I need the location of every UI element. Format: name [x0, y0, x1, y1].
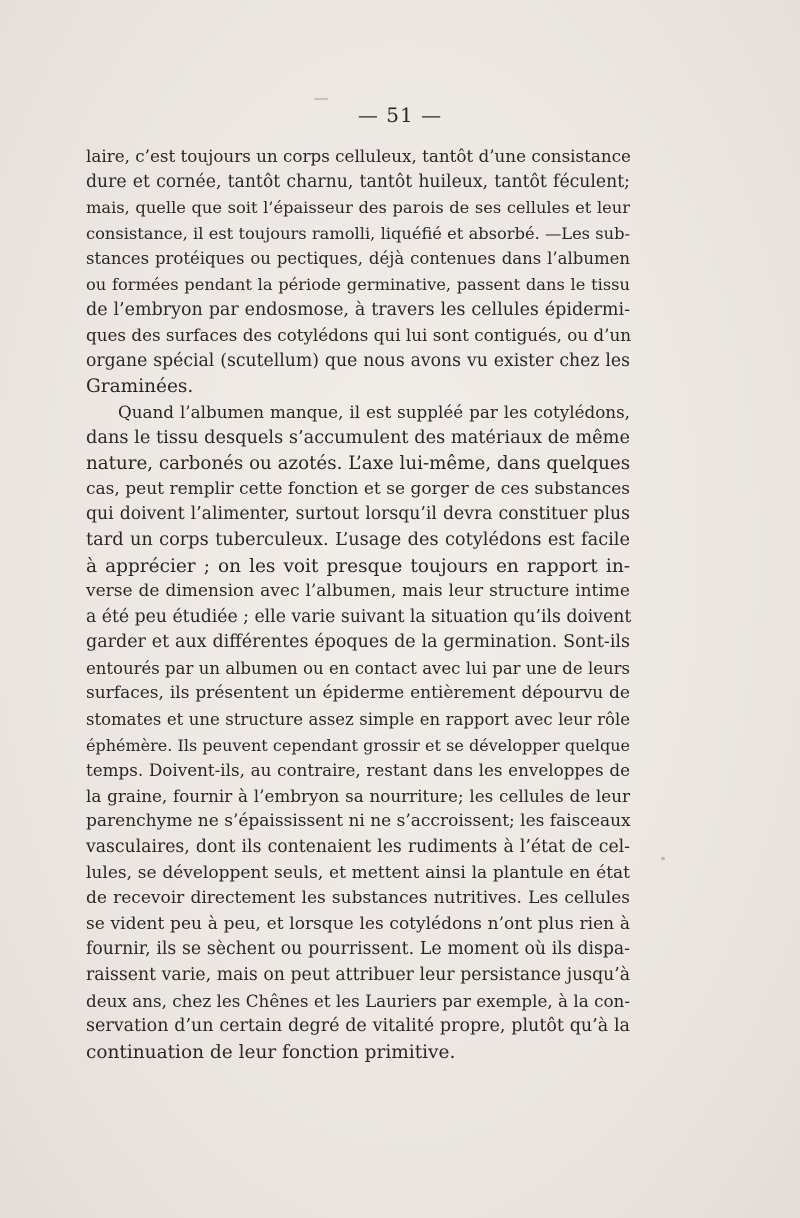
text-line: la graine, fournir à l’embryon sa nourriture; les cellules de leur [86, 785, 630, 806]
text-line: ques des surfaces des cotylédons qui lui sont contigués, ou d’un [86, 325, 632, 346]
text-line: vasculaires, dont ils contenaient les rudiments à l’état de cel- [86, 837, 630, 858]
text-line: se vident peu à peu, et lorsque les cotylédons n’ont plus rien à [86, 913, 630, 934]
text-line: stances protéiques ou pectiques, déjà contenues dans l’albumen [86, 249, 630, 269]
text-line: deux ans, chez les Chênes et les Lauriers par exemple, à la con- [86, 990, 630, 1011]
text-line: garder et aux différentes époques de la germination. Sont-ils [86, 632, 630, 653]
text-line: consistance, il est toujours ramolli, liquéfié et absorbé. —Les sub- [86, 223, 630, 243]
text-line: temps. Doivent-ils, au contraire, restant dans les enveloppes de [86, 760, 630, 781]
text-line: dure et cornée, tantôt charnu, tantôt huileux, tantôt féculent; [86, 171, 630, 192]
text-line: verse de dimension avec l’albumen, mais leur structure intime [86, 581, 630, 602]
text-line: tard un corps tuberculeux. L’usage des cotylédons est facile [86, 529, 630, 550]
paper-speck [314, 98, 328, 100]
text-line: organe spécial (scutellum) que nous avons vu exister chez les [86, 350, 630, 371]
text-line: ou formées pendant la période germinative, passent dans le tissu [86, 274, 630, 294]
text-line: cas, peut remplir cette fonction et se gorger de ces substances [86, 478, 630, 499]
text-line: fournir, ils se sèchent ou pourrissent. Le moment où ils dispa- [86, 939, 630, 960]
text-line: qui doivent l’alimenter, surtout lorsqu’il devra constituer plus [86, 504, 630, 525]
text-line: mais, quelle que soit l’épaisseur des parois de ses cellules et leur [86, 198, 630, 218]
paper-speck [661, 857, 665, 860]
body-text [86, 144, 630, 1065]
text-line: servation d’un certain degré de vitalité propre, plutôt qu’à la [86, 1016, 630, 1037]
page-number: — 51 — [357, 103, 443, 127]
text-line: parenchyme ne s’épaississent ni ne s’accroissent; les faisceaux [86, 811, 631, 832]
text-line: à apprécier ; on les voit presque toujours en rapport in- [86, 555, 630, 577]
text-line: de l’embryon par endosmose, à travers les cellules épidermi- [86, 299, 630, 320]
text-line: surfaces, ils présentent un épiderme entièrement dépourvu de [86, 683, 630, 704]
text-line: continuation de leur fonction primitive. [86, 1041, 456, 1063]
text-line: lules, se développent seuls, et mettent ainsi la plantule en état [86, 862, 630, 883]
text-line: entourés par un albumen ou en contact avec lui par une de leurs [86, 658, 630, 678]
text-line: dans le tissu desquels s’accumulent des matériaux de même [86, 427, 630, 448]
text-line: éphémère. Ils peuvent cependant grossir et se développer quelque [86, 735, 630, 755]
text-line: raissent varie, mais on peut attribuer leur persistance jusqu’à [86, 965, 630, 985]
text-line: stomates et une structure assez simple en rapport avec leur rôle [86, 710, 630, 730]
text-line: Graminées. [86, 376, 194, 398]
paragraph-start-line: Quand l’albumen manque, il est suppléé par les cotylédons, [118, 401, 630, 422]
text-line: de recevoir directement les substances nutritives. Les cellules [86, 888, 630, 909]
text-line: a été peu étudiée ; elle varie suivant la situation qu’ils doivent [86, 606, 632, 627]
text-line: laire, c’est toujours un corps celluleux, tantôt d’une consistance [86, 146, 631, 166]
text-line: nature, carbonés ou azotés. L’axe lui-même, dans quelques [86, 453, 631, 475]
